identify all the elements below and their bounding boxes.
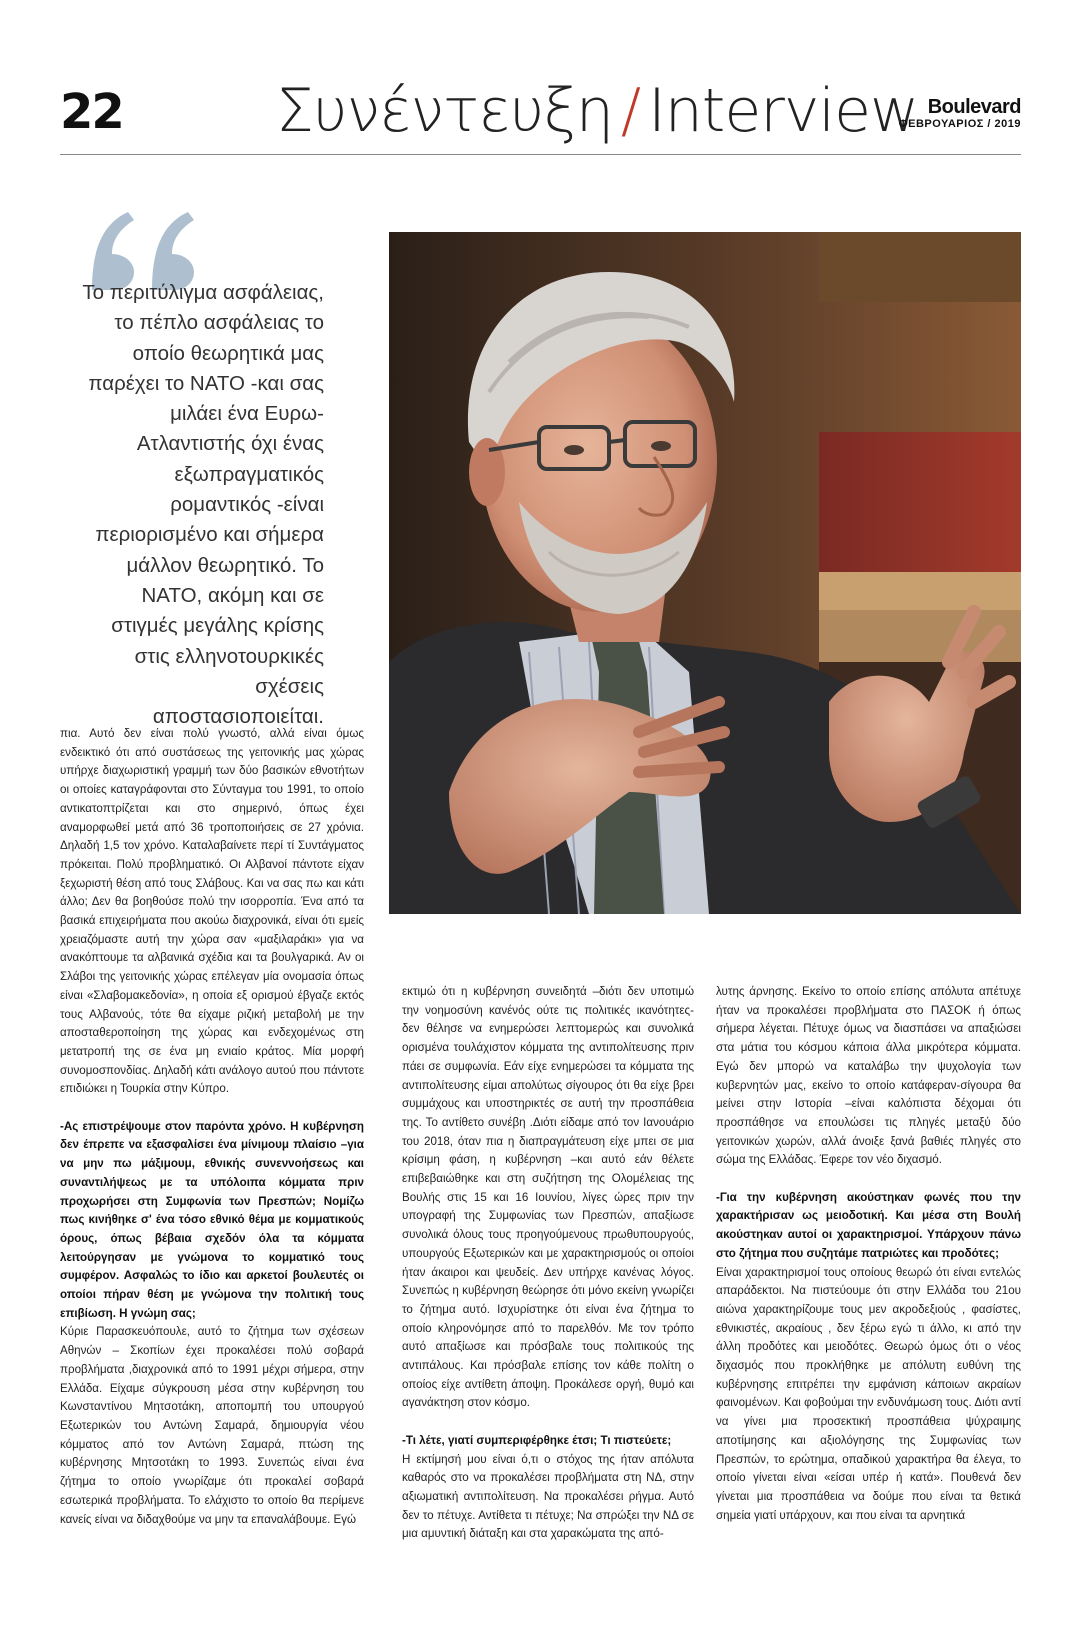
section-title-greek: Συνέντευξη: [276, 76, 613, 146]
article-paragraph: λυτης άρνησης. Εκείνο το οποίο επίσης απόλυτα απέτυχε ήταν να προκαλέσει προβλήματα στο ΠΑΣΟΚ ή όπως σήμερα λέγεται. Πέτυχε όμως να διασπάσει να απαξιώσει στα μάτια του κόσμου κάποια άλλα μικρότερα κόμματα. Εγώ δεν μπορώ να καταλάβω την ψυχολογία των κυβερνητών μας, εκείνο το οποίο κατάφεραν-σίγουρα θα μείνει στην Ιστορία –είναι καλόπιστα δέχομαι ότι προσπάθησε να επουλώσει τις πληγές μεταξύ δύο γειτονικών χωρών, αλλά άνοιξε ξανά βαθιές πληγές στο σώμα της Ελλάδας. Έφερε τον νέο διχασμό.: [716, 985, 1021, 1167]
article-paragraph: Κύριε Παρασκευόπουλε, αυτό το ζήτημα των σχέσεων Αθηνών – Σκοπίων έχει προκαλέσει πολύ σοβαρά προβλήματα ,διαχρονικά από το 1991 μέχρι σήμερα, στην Ελλάδα. Είχαμε σύγκρουση μέσα στην κυβέρνηση του Κωνσταντίνου Μητσοτάκη, αποπομπή του υπουργού Εξωτερικών του Αντώνη Σαμαρά, δημιουργία νέου κόμματος από τον Αντώνη Σαμαρά, πτώση της κυβέρνησης Μητσοτάκη το 1993. Συνεπώς είναι ένα ζήτημα το οποίο γνωρίζαμε ότι προκαλεί σοβαρά εσωτερικά προβλήματα. Το ελάχιστο το οποίο θα περίμενε κανείς είναι να διδαχθούμε να μην τα επαναλάβουμε. Εγώ: [60, 1325, 364, 1526]
section-title-english: Interview: [648, 76, 919, 146]
section-title-slash: /: [620, 76, 641, 146]
article-column-1: [60, 725, 364, 1529]
interview-question: -Τι λέτε, γιατί συμπεριφέρθηκε έτσι; Τι πιστεύετε;: [402, 1433, 672, 1447]
interview-question: -Ας επιστρέψουμε στον παρόντα χρόνο. Η κυβέρνηση δεν έπρεπε να εξασφαλίσει ένα μίνιμουμ πλαίσιο –για να μην πω μάξιμουμ, εθνικής συνεννοήσεως και συναντιλήψεως με τα υπόλοιπα κόμματα πριν προχωρήσει στη Συμφωνία των Πρεσπών; Νομίζω πως κινήθηκε σ' ένα τόσο εθνικό θέμα με κομματικούς όρους, όπως βέβαια σχεδόν όλα τα κόμματα λειτούργησαν με γνώμονα το κομματικό τους συμφέρον. Ασφαλώς το ίδιο και αρκετοί βουλευτές οι οποίοι πήραν θέση με γνώμονα την πολιτική τους επιβίωση. Η γνώμη σας;: [60, 1119, 364, 1320]
interview-question: -Για την κυβέρνηση ακούστηκαν φωνές που την χαρακτήρισαν ως μειοδοτική. Και μέσα στη Βουλή ακούστηκαν αυτοί οι χαρακτηρισμοί. Υπάρχουν πάνω στο ζήτημα που συζητάμε πατριώτες και προδότες;: [716, 1190, 1021, 1260]
header-rule: [60, 154, 1021, 155]
article-column-2: [402, 983, 694, 1544]
masthead: [899, 97, 1021, 131]
article-paragraph: εκτιμώ ότι η κυβέρνηση συνειδητά –διότι δεν υποτιμώ την νοημοσύνη κανένός ούτε τις πολιτικές ικανότητες- δεν θέλησε να ενημερώσει λεπτομερώς και συνολικά ορισμένα τουλάχιστον κόμματα της αντιπολίτευσης πριν πάει σε συμφωνία. Εάν είχε ενημερώσει τα κόμματα της αντιπολίτευσης είμαι απολύτως σίγουρος ότι θα είχε βρει συμμάχους και υποστηρικτές σε αυτή την προσπάθεια της. Το αντίθετο συνέβη .Διότι είδαμε από τον Ιανουάριο του 2018, όταν πια η διαπραγμάτευση είχε μπει σε μια κρίσιμη φάση, η κυβέρνηση –και αυτό εάν θέλετε επιβεβαιώθηκε και στη συζήτηση της Ολομέλειας της Βουλής στις 15 και 16 Ιουνίου, λίγες ώρες πριν την υπογραφή της Συμφωνίας των Πρεσπών, απαξίωσε συνολικά όλους τους προηγούμενους πρωθυπουργούς, υπουργούς Εξωτερικών και με χαρακτηρισμούς οι οποίοι ήταν άκαιροι και ψευδείς. Δεν υπήρχε κανένας λόγος. Συνεπώς η κυβέρνηση θεώρησε ότι μόνο εκείνη γνωρίζει το ζήτημα αυτό. Ισχυρίστηκε ότι είναι ένα ζήτημα το οποίο κληρονόμησε από το παρελθόν. Με τον τρόπο αυτό απαξίωσε και πρόσβαλε τους πολιτικούς της αντιπάλους. Και πρόσβαλε επίσης τον κάθε πολίτη ο οποίος είχε αντίθετη άποψη. Προκάλεσε οργή, θυμό και αγανάκτηση στον κόσμο.: [402, 985, 694, 1410]
magazine-brand: Boulevard: [927, 96, 1021, 118]
article-paragraph: πια. Αυτό δεν είναι πολύ γνωστό, αλλά είναι όμως ενδεικτικό ότι από συστάσεως της γειτονικής μας χώρας υπήρχε διαχωριστική γραμμή των δύο βασικών εθνοτήτων οι οποίες καταγράφονται στο Σύνταγμα του 1991, το οποίο αντικατοπτρίζεται και στο σημερινό, όπως έχει αναμορφωθεί μετά από 36 τροποποιήσεις σε 27 χρόνια. Δηλαδή 1,5 τον χρόνο. Καταλαβαίνετε περί τί Συντάγματος πρόκειται. Πολύ προβληματικό. Οι Αλβανοί πάντοτε είχαν ξεχωριστή θέση από τους Σλάβους. Και να σας πω και κάτι άλλο; Δεν θα βοηθούσε πολύ την ισορροπία. Ένα από τα βασικά επιχειρήματα που ακούω διαχρονικά, είναι ότι εμείς χρειαζόμαστε αυτή την χώρα σαν «μαξιλαράκι» για να ανακόπτουμε τα αλβανικά σχέδια και τα βουλγαρικά. Αν οι Σλάβοι της γειτονικής χώρας επέλεγαν μία ονομασία όπως είναι «Σλαβομακεδονία», η οποία εξ ορισμού έβγαζε εκτός τους Αλβανούς, τότε θα είχαμε ριζική μεταβολή με την αποσταθεροποίηση της χώρας και ενδεχομένως στη μετατροπή της σε ένα μη ενιαίο κράτος. Μία μορφή συνομοσπονδίας. Δηλαδή κάτι ανάλογο αυτού που πάντοτε επιδιώκει η Τουρκία στην Κύπρο.: [60, 727, 364, 1096]
article-paragraph: Είναι χαρακτηρισμοί τους οποίους θεωρώ ότι είναι εντελώς απαράδεκτοι. Να πιστεύουμε ότι στην Ελλάδα του 21ου αιώνα χαρακτηρίζουμε τους μεν ακροδεξιούς , φασίστες, εθνικιστές, ακραίους , δεν ξέρω εγώ τι άλλο, κι από την άλλη προδότες και μειοδότες. Θεωρώ όμως ότι ο νέος διχασμός που προκλήθηκε με απόλυτη ευθύνη της κυβέρνησης επιτρέπει την εμφάνιση κάποιων ακραίων φαινομένων. Και φοβούμαι την ενδυνάμωση τους. Διότι αντί να γίνει μια προσεκτική προσπάθεια ψύχραιμης αποτίμησης και αξιολόγησης της Συμφωνίας των Πρεσπών, το ερώτημα, οπαδικού χαρακτήρα θα έλεγα, το οποίο γίνεται είναι «είσαι υπέρ ή κατά». Πουθενά δεν γίνεται μια προσπάθεια να δούμε που είναι τα θετικά σημεία γιατί υπάρχουν, και που είναι τα αρνητικά: [716, 1265, 1021, 1522]
issue-date: ΦΕΒΡΟΥΑΡΙΟΣ / 2019: [898, 118, 1021, 130]
article-column-3: [716, 983, 1021, 1525]
interview-portrait-photo: [389, 232, 1021, 914]
page-number: 22: [60, 84, 123, 140]
pull-quote: Το περιτύλιγμα ασφάλειας, το πέπλο ασφάλειας το οποίο θεωρητικά μας παρέχει το ΝΑΤΟ -και σας μιλάει ένα Ευρω-Ατλαντιστής όχι ένας εξωπραγματικός ρομαντικός -είναι περιορισμένο και σήμερα μάλλον θεωρητικό. Το ΝΑΤΟ, ακόμη και σε στιγμές μεγάλης κρίσης στις ελληνοτουρκικές σχέσεις αποστασιοποιείται.: [82, 281, 324, 729]
article-paragraph: Η εκτίμησή μου είναι ό,τι ο στόχος της ήταν απόλυτα καθαρός στο να προκαλέσει προβλήματα στη ΝΔ, στην αξιωματική αντιπολίτευση. Να προκαλέσει ρήγμα. Αυτό δεν το πέτυχε. Αντίθετα τι πέτυχε; Να σπρώξει την ΝΔ σε μια αμυντική διάταξη και στα χαρακώματα της από-: [402, 1452, 694, 1541]
section-title: [276, 76, 918, 146]
portrait-illustration: [389, 232, 1021, 914]
